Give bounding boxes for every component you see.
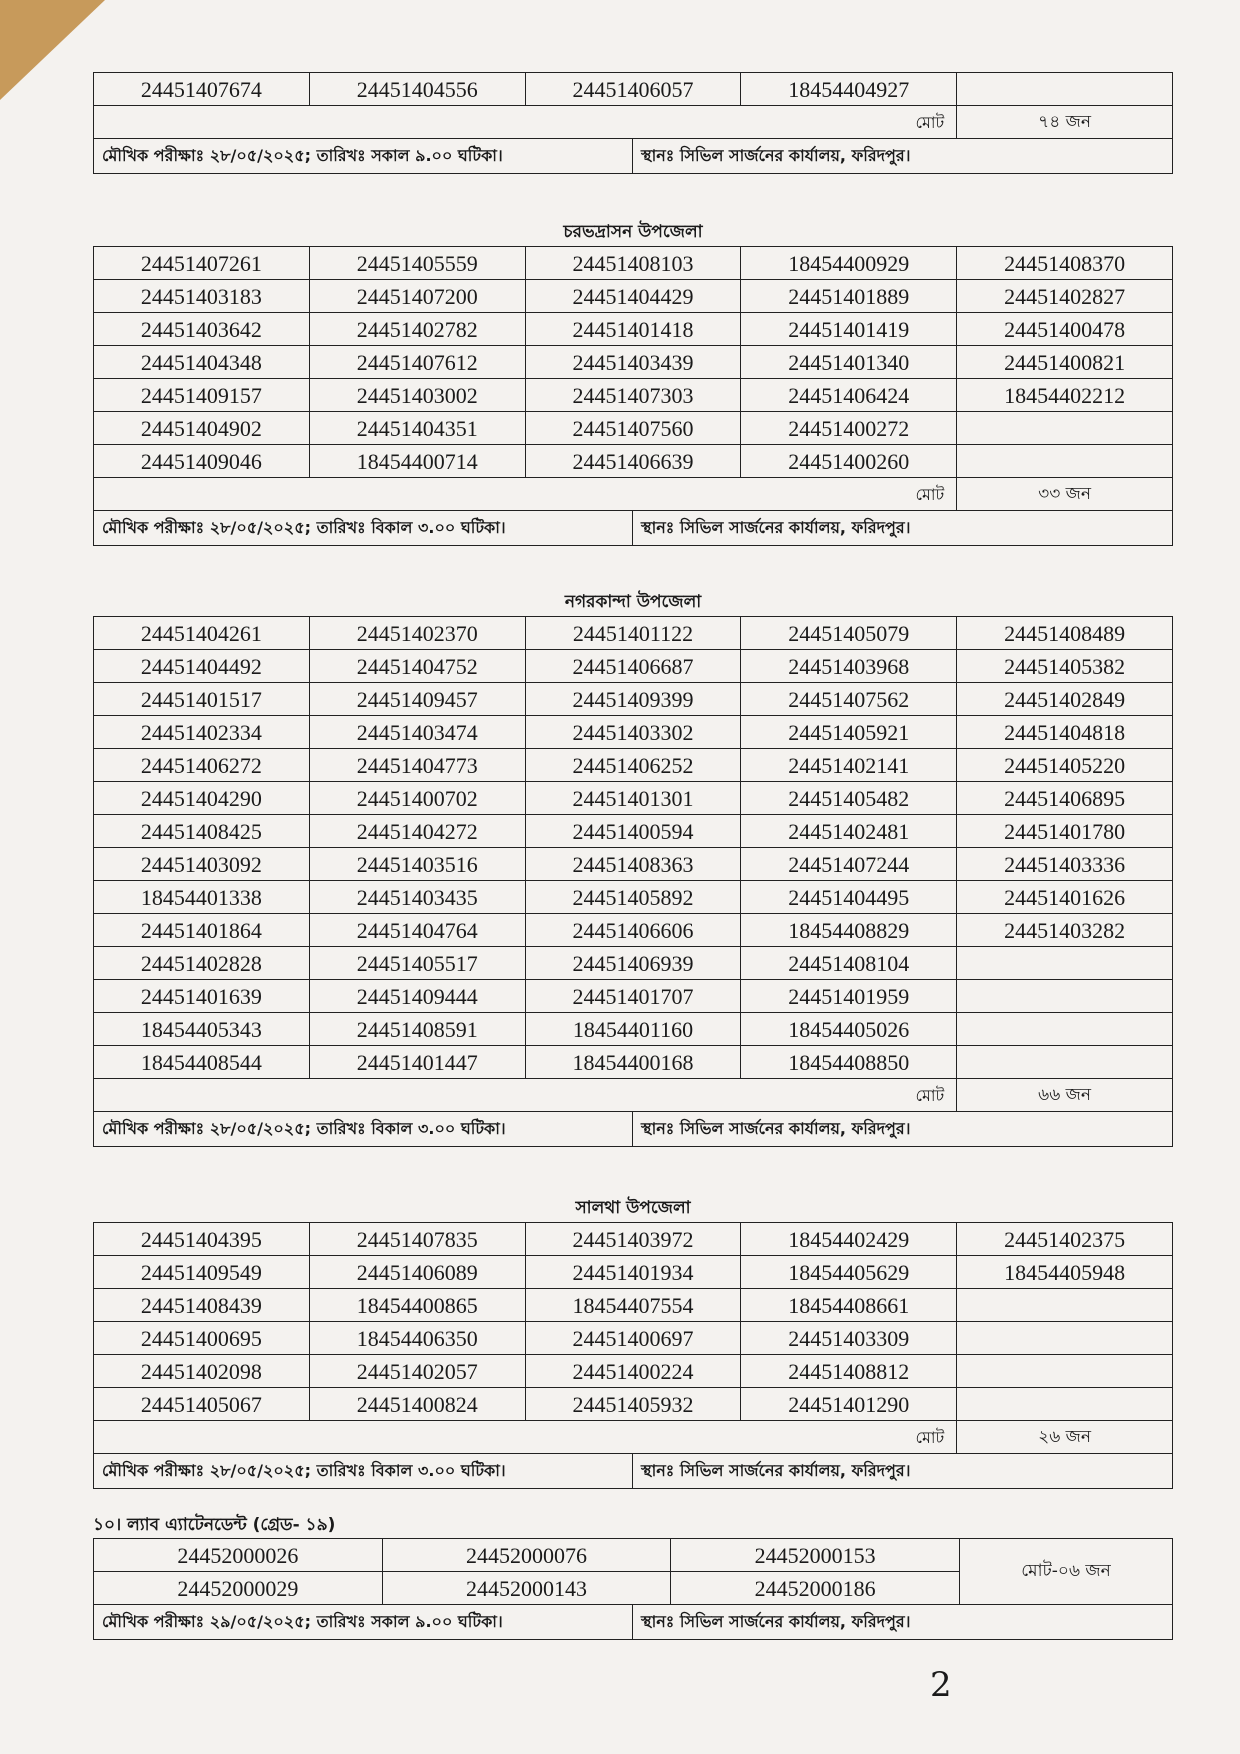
roll-cell: 24451401418	[525, 313, 741, 346]
table-row	[94, 617, 1173, 650]
venue-info: স্থানঃ সিভিল সার্জনের কার্যালয়, ফরিদপুর।	[641, 518, 911, 537]
roll-cell: 24451401290	[741, 1388, 957, 1421]
roll-cell: 24451408812	[741, 1355, 957, 1388]
roll-cell: 24451402098	[94, 1355, 310, 1388]
block0-table	[93, 72, 1173, 139]
roll-cell: 24451403642	[94, 313, 310, 346]
table-row	[94, 1388, 1173, 1421]
roll-cell: 24451404752	[309, 650, 525, 683]
upazila-heading: সালথা উপজেলা	[575, 1198, 691, 1218]
roll-cell: 24451401780	[957, 815, 1173, 848]
roll-cell: 24451406895	[957, 782, 1173, 815]
roll-cell: 24451407835	[309, 1223, 525, 1256]
roll-cell: 24451403516	[309, 848, 525, 881]
roll-cell: 24451406424	[741, 379, 957, 412]
venue-info: স্থানঃ সিভিল সার্জনের কার্যালয়, ফরিদপুর।	[641, 1461, 911, 1480]
table-row	[94, 73, 1173, 106]
table-row	[94, 412, 1173, 445]
total-value: ৩৩ জন	[957, 478, 1173, 511]
roll-cell: 24451409444	[309, 980, 525, 1013]
roll-cell	[957, 445, 1173, 478]
roll-cell: 24451402375	[957, 1223, 1173, 1256]
roll-cell: 24451404492	[94, 650, 310, 683]
roll-cell: 24451406606	[525, 914, 741, 947]
table-row	[94, 346, 1173, 379]
roll-cell: 18454400929	[741, 247, 957, 280]
block4-section	[93, 1512, 1173, 1640]
roll-cell: 18454404927	[741, 73, 957, 106]
table-row	[94, 1013, 1173, 1046]
roll-cell: 24451407562	[741, 683, 957, 716]
total-label: মোট	[94, 1079, 957, 1112]
roll-cell: 24451401340	[741, 346, 957, 379]
roll-cell: 24452000186	[671, 1572, 960, 1605]
roll-cell: 24451404764	[309, 914, 525, 947]
roll-cell: 24451401934	[525, 1256, 741, 1289]
table-row	[94, 445, 1173, 478]
roll-cell: 24451401301	[525, 782, 741, 815]
roll-cell: 24451400695	[94, 1322, 310, 1355]
roll-cell: 24451404348	[94, 346, 310, 379]
roll-cell: 24451407261	[94, 247, 310, 280]
roll-cell: 24452000026	[94, 1539, 383, 1572]
table-row	[94, 379, 1173, 412]
roll-cell: 24451407303	[525, 379, 741, 412]
table-row	[94, 247, 1173, 280]
roll-cell: 18454405026	[741, 1013, 957, 1046]
venue-info: স্থানঃ সিভিল সার্জনের কার্যালয়, ফরিদপুর।	[641, 1612, 911, 1631]
roll-cell: 24451400824	[309, 1388, 525, 1421]
roll-cell: 24451404272	[309, 815, 525, 848]
roll-cell: 24451409399	[525, 683, 741, 716]
page-number: 2	[930, 1665, 952, 1705]
roll-cell: 24452000143	[382, 1572, 671, 1605]
roll-cell	[957, 1013, 1173, 1046]
roll-cell: 24451405932	[525, 1388, 741, 1421]
roll-cell	[957, 412, 1173, 445]
table-row	[94, 914, 1173, 947]
roll-cell: 24451401122	[525, 617, 741, 650]
viva-info: মৌখিক পরীক্ষাঃ ২৯/০৫/২০২৫; তারিখঃ সকাল ৯.০০ ঘটিকা।	[94, 1605, 633, 1639]
table-row	[94, 1223, 1173, 1256]
roll-cell: 24451402334	[94, 716, 310, 749]
venue-info: স্থানঃ সিভিল সার্জনের কার্যালয়, ফরিদপুর।	[641, 1119, 911, 1138]
roll-cell: 24451404351	[309, 412, 525, 445]
roll-cell: 18454405948	[957, 1256, 1173, 1289]
total-value: ২৬ জন	[957, 1421, 1173, 1454]
roll-cell: 24451403183	[94, 280, 310, 313]
table-row	[94, 683, 1173, 716]
roll-cell: 24451407612	[309, 346, 525, 379]
roll-cell	[957, 947, 1173, 980]
roll-cell	[957, 1289, 1173, 1322]
roll-cell: 24451402849	[957, 683, 1173, 716]
roll-cell: 24451405559	[309, 247, 525, 280]
viva-info: মৌখিক পরীক্ষাঃ ২৮/০৫/২০২৫; তারিখঃ বিকাল ৩.০০ ঘটিকা।	[94, 1112, 633, 1146]
table-row	[94, 749, 1173, 782]
roll-cell: 24451402481	[741, 815, 957, 848]
roll-cell: 18454405629	[741, 1256, 957, 1289]
block0-body	[94, 73, 1173, 106]
total-value: ৬৬ জন	[957, 1079, 1173, 1112]
roll-cell: 24451401626	[957, 881, 1173, 914]
post-heading: ১০। ল্যাব এ্যাটেনডেন্ট (গ্রেড- ১৯)	[93, 1515, 336, 1535]
roll-cell: 18454400865	[309, 1289, 525, 1322]
roll-cell: 24451406639	[525, 445, 741, 478]
roll-cell: 24451400224	[525, 1355, 741, 1388]
block1-body	[94, 247, 1173, 478]
table-row	[94, 1355, 1173, 1388]
roll-cell: 18454405343	[94, 1013, 310, 1046]
total-value: মোট-০৬ জন	[960, 1539, 1173, 1605]
roll-cell: 24452000029	[94, 1572, 383, 1605]
viva-info: মৌখিক পরীক্ষাঃ ২৮/০৫/২০২৫; তারিখঃ বিকাল ৩.০০ ঘটিকা।	[94, 511, 633, 545]
roll-cell: 24451406057	[525, 73, 741, 106]
roll-cell: 24451400702	[309, 782, 525, 815]
block1-total-row	[94, 478, 1173, 511]
roll-cell: 24451408104	[741, 947, 957, 980]
roll-cell: 24451403309	[741, 1322, 957, 1355]
roll-cell: 24451407244	[741, 848, 957, 881]
roll-cell	[957, 1046, 1173, 1079]
roll-cell: 24451409457	[309, 683, 525, 716]
roll-cell: 18454407554	[525, 1289, 741, 1322]
roll-cell: 24451405482	[741, 782, 957, 815]
roll-cell: 24451401419	[741, 313, 957, 346]
roll-cell: 24451401959	[741, 980, 957, 1013]
table-row	[94, 980, 1173, 1013]
table-row	[94, 1289, 1173, 1322]
roll-cell: 24451408363	[525, 848, 741, 881]
roll-cell: 24451401639	[94, 980, 310, 1013]
roll-cell: 24451402782	[309, 313, 525, 346]
roll-cell: 18454401160	[525, 1013, 741, 1046]
block3-viva-row	[93, 1454, 1173, 1489]
roll-cell: 18454400168	[525, 1046, 741, 1079]
roll-cell: 24451408103	[525, 247, 741, 280]
roll-cell: 24451408439	[94, 1289, 310, 1322]
roll-cell: 24451401707	[525, 980, 741, 1013]
roll-cell: 24451403435	[309, 881, 525, 914]
roll-cell: 24451401447	[309, 1046, 525, 1079]
block3-body	[94, 1223, 1173, 1421]
roll-cell: 18454402212	[957, 379, 1173, 412]
roll-cell: 24451408489	[957, 617, 1173, 650]
roll-cell: 24451403968	[741, 650, 957, 683]
roll-cell: 24451403474	[309, 716, 525, 749]
roll-cell: 24451403282	[957, 914, 1173, 947]
roll-cell: 24451402141	[741, 749, 957, 782]
table-row	[94, 947, 1173, 980]
block3-section	[93, 1194, 1173, 1489]
roll-cell: 24452000076	[382, 1539, 671, 1572]
roll-cell: 18454402429	[741, 1223, 957, 1256]
block2-total-row	[94, 1079, 1173, 1112]
roll-cell: 24451404429	[525, 280, 741, 313]
total-label: মোট	[94, 478, 957, 511]
roll-cell: 24451400821	[957, 346, 1173, 379]
roll-cell: 24451400697	[525, 1322, 741, 1355]
venue-info: স্থানঃ সিভিল সার্জনের কার্যালয়, ফরিদপুর।	[641, 146, 911, 165]
roll-cell: 24451407560	[525, 412, 741, 445]
block2-section	[93, 588, 1173, 1147]
table-row	[94, 1539, 1173, 1572]
block0-section	[93, 72, 1173, 174]
table-row	[94, 1322, 1173, 1355]
roll-cell: 24451408425	[94, 815, 310, 848]
roll-cell: 24451403002	[309, 379, 525, 412]
roll-cell: 18454401338	[94, 881, 310, 914]
table-row	[94, 815, 1173, 848]
block2-body	[94, 617, 1173, 1079]
roll-cell: 24451404818	[957, 716, 1173, 749]
block1-viva-row	[93, 511, 1173, 546]
roll-cell: 24451408591	[309, 1013, 525, 1046]
block0-total-row	[94, 106, 1173, 139]
block4-viva-row	[93, 1605, 1173, 1640]
viva-info: মৌখিক পরীক্ষাঃ ২৮/০৫/২০২৫; তারিখঃ বিকাল ৩.০০ ঘটিকা।	[94, 1454, 633, 1488]
roll-cell: 18454408661	[741, 1289, 957, 1322]
roll-cell: 24451404495	[741, 881, 957, 914]
roll-cell: 24451404773	[309, 749, 525, 782]
roll-cell: 24451404556	[309, 73, 525, 106]
roll-cell: 24451403302	[525, 716, 741, 749]
roll-cell: 24451404395	[94, 1223, 310, 1256]
roll-cell: 24451407200	[309, 280, 525, 313]
roll-cell: 18454408829	[741, 914, 957, 947]
roll-cell: 24451401517	[94, 683, 310, 716]
roll-cell: 18454408544	[94, 1046, 310, 1079]
roll-cell: 24451400594	[525, 815, 741, 848]
block1-section	[93, 218, 1173, 546]
roll-cell: 24451405921	[741, 716, 957, 749]
table-row	[94, 782, 1173, 815]
roll-cell: 24451405892	[525, 881, 741, 914]
table-row	[94, 650, 1173, 683]
block2-viva-row	[93, 1112, 1173, 1147]
table-row	[94, 1046, 1173, 1079]
roll-cell: 24451406272	[94, 749, 310, 782]
roll-cell: 24451402828	[94, 947, 310, 980]
roll-cell: 24451401889	[741, 280, 957, 313]
roll-cell: 24451405079	[741, 617, 957, 650]
roll-cell: 24451408370	[957, 247, 1173, 280]
total-label: মোট	[94, 1421, 957, 1454]
roll-cell: 24451405517	[309, 947, 525, 980]
roll-cell: 24451409046	[94, 445, 310, 478]
upazila-heading: চরভদ্রাসন উপজেলা	[563, 222, 703, 242]
roll-cell: 24451403972	[525, 1223, 741, 1256]
roll-cell: 24451409157	[94, 379, 310, 412]
roll-cell: 24451403092	[94, 848, 310, 881]
viva-info: মৌখিক পরীক্ষাঃ ২৮/০৫/২০২৫; তারিখঃ সকাল ৯.০০ ঘটিকা।	[94, 139, 633, 173]
upazila-heading: নগরকান্দা উপজেলা	[564, 592, 702, 612]
roll-cell	[957, 73, 1173, 106]
roll-cell: 24451401864	[94, 914, 310, 947]
block2-table	[93, 616, 1173, 1112]
roll-cell: 24451405220	[957, 749, 1173, 782]
block1-table	[93, 246, 1173, 511]
roll-cell: 24451400272	[741, 412, 957, 445]
roll-cell	[957, 1322, 1173, 1355]
table-row	[94, 313, 1173, 346]
roll-cell: 18454408850	[741, 1046, 957, 1079]
roll-cell: 24452000153	[671, 1539, 960, 1572]
table-row	[94, 848, 1173, 881]
roll-cell: 24451402827	[957, 280, 1173, 313]
table-row	[94, 1256, 1173, 1289]
roll-cell: 24451400260	[741, 445, 957, 478]
roll-cell: 24451403336	[957, 848, 1173, 881]
roll-cell: 24451406252	[525, 749, 741, 782]
table-row	[94, 716, 1173, 749]
roll-cell: 24451403439	[525, 346, 741, 379]
roll-cell: 24451405067	[94, 1388, 310, 1421]
table-row	[94, 881, 1173, 914]
roll-cell	[957, 1355, 1173, 1388]
block3-table	[93, 1222, 1173, 1454]
torn-corner	[0, 0, 105, 100]
roll-cell: 24451409549	[94, 1256, 310, 1289]
roll-cell: 24451404902	[94, 412, 310, 445]
block0-viva-row	[93, 139, 1173, 174]
roll-cell: 24451406089	[309, 1256, 525, 1289]
block4-table	[93, 1538, 1173, 1605]
roll-cell: 24451405382	[957, 650, 1173, 683]
roll-cell	[957, 1388, 1173, 1421]
roll-cell: 24451400478	[957, 313, 1173, 346]
roll-cell: 24451402370	[309, 617, 525, 650]
table-row	[94, 280, 1173, 313]
block3-total-row	[94, 1421, 1173, 1454]
total-value: ৭৪ জন	[957, 106, 1173, 139]
roll-cell: 24451406939	[525, 947, 741, 980]
total-label: মোট	[94, 106, 957, 139]
roll-cell: 24451404290	[94, 782, 310, 815]
roll-cell: 18454400714	[309, 445, 525, 478]
roll-cell: 18454406350	[309, 1322, 525, 1355]
roll-cell	[957, 980, 1173, 1013]
roll-cell: 24451402057	[309, 1355, 525, 1388]
roll-cell: 24451406687	[525, 650, 741, 683]
roll-cell: 24451404261	[94, 617, 310, 650]
roll-cell: 24451407674	[94, 73, 310, 106]
